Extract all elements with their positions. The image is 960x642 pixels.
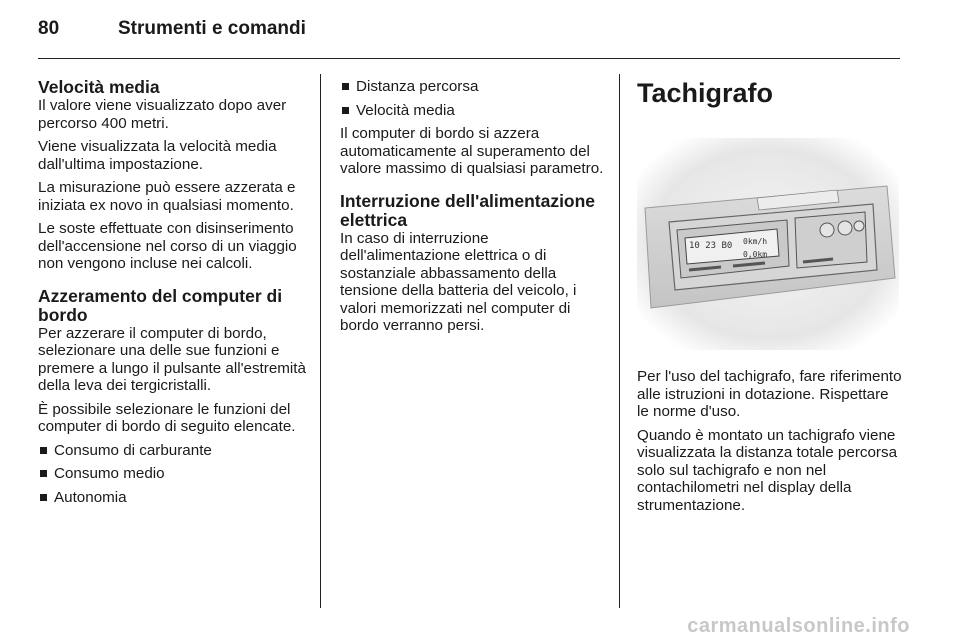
list-item: Distanza percorsa [340,78,606,96]
page-title: Strumenti e comandi [118,18,306,39]
list-item: Autonomia [38,489,306,507]
paragraph: Per l'uso del tachigrafo, fare riferimento alle istruzioni in dotazione. Rispettare le norme d'uso. [637,368,902,420]
paragraph: Le soste effettuate con disinserimento dell'accensione nel corso di un viaggio non vengono incluse nei calcoli. [38,220,297,272]
paragraph: Quando è montato un tachigrafo viene visualizzata la distanza totale percorsa solo sul tachigrafo e non nel contachilometri nel display della strumentazione. [637,426,898,514]
list-item: Consumo di carburante [38,442,306,460]
paragraph: Per azzerare il computer di bordo, selezionare una delle sue funzioni e premere a lungo il pulsante all'estremità della leva dei tergicristalli. [38,324,306,394]
paragraph: In caso di interruzione dell'alimentazione elettrica o di sostanziale abbassamento della tensione della batteria del veicolo, i valori memorizzati nel computer di bordo verranno persi. [340,229,577,334]
list-item: Consumo medio [38,465,306,483]
section-heading-tachigrafo: Tachigrafo [637,78,774,108]
page-header [38,14,900,59]
section-heading-azzeramento: Azzeramento del computer di bordo [38,285,283,325]
tachograph-illustration [637,138,899,350]
paragraph: Il computer di bordo si azzera automaticamente al superamento del valore massimo di qualsiasi parametro. [340,125,604,177]
list-item: Velocità media [340,102,606,120]
bullet-list [38,442,306,507]
column-divider [320,74,321,608]
column-right [637,78,903,520]
section-heading-velocita-media: Velocità media [38,77,160,97]
bullet-list [340,78,606,119]
tachograph-display-line2: 0,0km [743,250,768,259]
tachograph-display-line1: 10 23 B0 [689,241,733,251]
column-divider [619,74,620,608]
paragraph: La misurazione può essere azzerata e iniziata ex novo in qualsiasi momento. [38,179,296,214]
paragraph: Il valore viene visualizzato dopo aver percorso 400 metri. [38,97,287,132]
paragraph: È possibile selezionare le funzioni del computer di bordo di seguito elencate. [38,400,296,435]
tachograph-display-unit: 0km/h [743,237,768,246]
column-left [38,78,306,512]
page-number: 80 [38,18,60,39]
watermark: carmanualsonline.info [687,615,910,637]
column-middle [340,78,606,341]
section-heading-interruzione: Interruzione dell'alimentazione elettrica [340,190,596,230]
paragraph: Viene visualizzata la velocità media dall'ultima impostazione. [38,138,277,173]
